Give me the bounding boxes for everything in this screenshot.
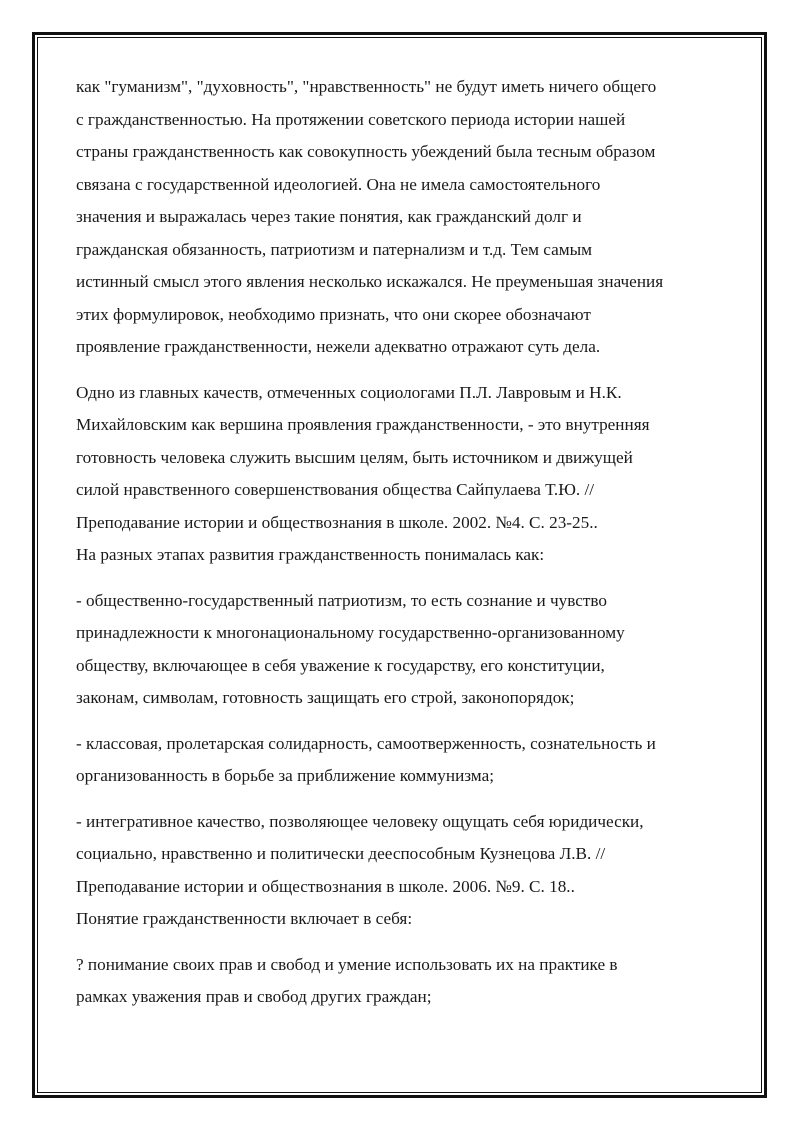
text-line: проявление гражданственности, нежели адекватно отражают суть дела.	[76, 337, 601, 356]
text-line: Преподавание истории и обществознания в школе. 2006. №9. С. 18..	[76, 876, 575, 896]
text-line: связана с государственной идеологией. Она не имела самостоятельного	[76, 174, 601, 194]
text-line: гражданская обязанность, патриотизм и патернализм и т.д. Тем самым	[76, 239, 593, 259]
text-line: силой нравственного совершенствования общества Сайпулаева Т.Ю. //	[76, 480, 595, 499]
paragraph-6	[76, 949, 736, 1014]
text-line: готовность человека служить высшим целям, быть источником и движущей	[76, 447, 633, 467]
document-body	[76, 71, 736, 1027]
paragraph-5	[76, 806, 736, 936]
text-line: этих формулировок, необходимо признать, что они скорее обозначают	[76, 304, 591, 324]
text-line: Понятие гражданственности включает в себя:	[76, 909, 413, 928]
text-line: - интегративное качество, позволяющее человеку ощущать себя юридически,	[76, 811, 644, 831]
text-line: - общественно-государственный патриотизм, то есть сознание и чувство	[76, 590, 608, 610]
text-line: принадлежности к многонациональному государственно-организованному	[76, 623, 625, 642]
text-line: страны гражданственность как совокупность убеждений была тесным образом	[76, 142, 656, 161]
text-line: обществу, включающее в себя уважение к государству, его конституции,	[76, 655, 605, 675]
paragraph-2	[76, 377, 736, 572]
text-line: истинный смысл этого явления несколько искажался. Не преуменьшая значения	[76, 272, 664, 291]
paragraph-3	[76, 585, 736, 715]
text-line: социально, нравственно и политически дееспособным Кузнецова Л.В. //	[76, 844, 606, 863]
text-line: На разных этапах развития гражданственность понималась как:	[76, 545, 545, 564]
text-line: как "гуманизм", "духовность", "нравственность" не будут иметь ничего общего	[76, 77, 657, 96]
paragraph-1	[76, 71, 736, 364]
paragraph-4	[76, 728, 736, 793]
text-line: рамках уважения прав и свобод других граждан;	[76, 987, 432, 1006]
text-line: Одно из главных качеств, отмеченных социологами П.Л. Лавровым и Н.К.	[76, 382, 622, 402]
text-line: Михайловским как вершина проявления гражданственности, - это внутренняя	[76, 415, 650, 434]
text-line: ? понимание своих прав и свобод и умение использовать их на практике в	[76, 954, 618, 974]
text-line: Преподавание истории и обществознания в школе. 2002. №4. С. 23-25..	[76, 512, 598, 532]
text-line: организованность в борьбе за приближение коммунизма;	[76, 766, 494, 785]
text-line: - классовая, пролетарская солидарность, самоотверженность, сознательность и	[76, 733, 656, 753]
text-line: законам, символам, готовность защищать его строй, законопорядок;	[76, 688, 575, 707]
text-line: с гражданственностью. На протяжении советского периода истории нашей	[76, 109, 626, 129]
text-line: значения и выражалась через такие понятия, как гражданский долг и	[76, 207, 582, 226]
